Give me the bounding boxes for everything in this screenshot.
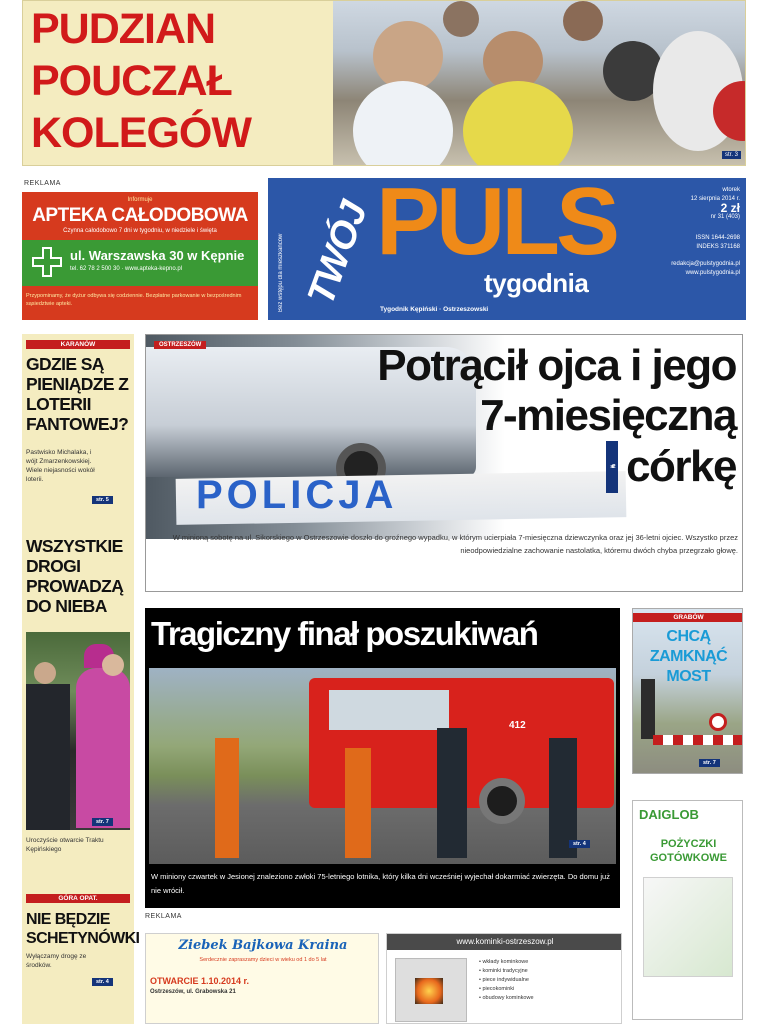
masthead-contact-1: ISSN 1644-2698: [695, 235, 740, 241]
ad-kominki-item-1: • wkłady kominkowe: [479, 959, 529, 965]
left-story-3-headline[interactable]: NIE BĘDZIE SCHETYNÓWKI: [26, 911, 140, 947]
masthead-date-day: wtorek: [722, 187, 740, 193]
pharmacy-ad[interactable]: [22, 192, 258, 320]
ad-bajka-opening: OTWARCIE 1.10.2014 r.: [150, 976, 250, 986]
firefighter-2: [345, 748, 371, 858]
fire-truck-number: 412: [509, 720, 526, 731]
ad-bajka-address: Ostrzeszów, ul. Grabowska 21: [150, 989, 236, 995]
left-story-2-caption: Uroczyście otwarcie Traktu Kępińskiego: [26, 837, 104, 853]
ad-kominki-item-3: • piece indywidualne: [479, 977, 529, 983]
ad-kominki-item-4: • piecokominki: [479, 986, 515, 992]
ad-kominki-item-5: • obudowy kominkowe: [479, 995, 534, 1001]
left-story-2-headline[interactable]: WSZYSTKIE DROGI PROWADZĄ DO NIEBA: [26, 536, 124, 616]
ad-kominki[interactable]: [386, 933, 622, 1024]
top-banner[interactable]: [22, 0, 746, 166]
ad-label-top: REKLAMA: [24, 180, 61, 187]
fire-page-tag[interactable]: str. 4: [569, 840, 590, 848]
accident-headline: [296, 341, 736, 493]
masthead-brand: PULS: [376, 178, 617, 275]
road-sign-icon: [709, 713, 727, 731]
accident-section-label: OSTRZESZÓW: [154, 341, 206, 349]
pharmacy-ad-address: ul. Warszawska 30 w Kępnie: [70, 248, 245, 263]
left-story-3-page-tag[interactable]: str. 4: [92, 978, 113, 986]
masthead[interactable]: [268, 178, 746, 320]
traffic-light-image: [641, 679, 655, 739]
pharmacy-ad-small: Informuje: [127, 197, 153, 203]
bridge-story[interactable]: [632, 608, 743, 774]
accident-headline-line-3: córkę: [626, 442, 736, 491]
bridge-section-label: GRABÓW: [633, 613, 743, 622]
left-section-label-3: GÓRA OPAT.: [26, 894, 130, 903]
fire-truck-wheel: [479, 778, 525, 824]
ad-bajka-title: Ziebek Bajkowa Kraina: [178, 938, 348, 953]
ad-kominki-url[interactable]: www.kominki-ostrzeszow.pl: [387, 934, 622, 950]
banner-headline-line-3: KOLEGÓW: [31, 109, 251, 157]
masthead-contact-4[interactable]: www.pulstygodnia.pl: [685, 270, 740, 276]
fire-photo: [149, 668, 616, 864]
pharmacy-ad-subtitle: Czynna całodobowo 7 dni w tygodniu, w niedziele i święta: [63, 228, 217, 234]
accident-page-tag[interactable]: str. 2: [606, 441, 618, 493]
firefighter-3: [437, 728, 467, 858]
masthead-brand-sub: tygodnia: [484, 268, 589, 298]
ad-kominki-list: [479, 958, 619, 1003]
masthead-contact-3[interactable]: redakcja@pulstygodnia.pl: [671, 261, 740, 267]
masthead-date: 12 sierpnia 2014 r.: [690, 196, 740, 202]
fire-lede: W miniony czwartek w Jesionej znaleziono zwłoki 75-letniego lotnika, który kilka dni wcześniej wyjechał dokarmiać zwierzęta. Do domu już nie wrócił.: [151, 872, 610, 895]
masthead-info: [636, 186, 740, 278]
left-story-2-page-tag[interactable]: str. 7: [92, 818, 113, 826]
daiglob-ad[interactable]: [632, 800, 743, 1020]
road-barrier-image: [653, 735, 743, 745]
masthead-vertical-text: Bez wstępu dla mieszkańców: [278, 233, 284, 312]
firefighter-1: [215, 738, 239, 858]
pharmacy-ad-contact: tel. 62 78 2 500 30 · www.apteka-kepno.pl: [70, 266, 183, 272]
pharmacy-ad-footer: Przypominamy, że dyżur odbywa się codziennie. Bezpłatne parkowanie w bezpośrednim sąsiedztwie apteki.: [26, 293, 242, 307]
police-tape-text: POLICJA: [196, 473, 398, 517]
masthead-prefix: TWÓJ: [300, 196, 376, 311]
masthead-tagline: Tygodnik Kępiński · Ostrzeszowski: [380, 306, 489, 313]
daiglob-title: POŻYCZKI GOTÓWKOWE: [650, 838, 727, 864]
masthead-prefix-box: [294, 178, 374, 320]
ad-kominki-item-2: • kominki tradycyjne: [479, 968, 528, 974]
accident-lede: W minioną sobotę na ul. Sikorskiego w Ostrzeszowie doszło do groźnego wypadku, w którym ucierpiała 7-miesięczna dziewczynka oraz jej 36-letni ojciec. Wszystko przez nieodpowiedzialne zachowanie nastolatka, któremu dwóch chyba przegrzało głowę.: [172, 533, 738, 555]
accident-headline-line-1: Potrącił ojca i jego: [377, 341, 736, 390]
masthead-price: 2 zł: [720, 201, 740, 215]
masthead-contact-2: INDEKS 371168: [696, 244, 740, 250]
ad-label-bottom: REKLAMA: [145, 913, 182, 920]
fireplace-flame-icon: [415, 978, 443, 1004]
banner-headline-line-2: POUCZAŁ: [31, 57, 232, 105]
fire-story[interactable]: [145, 608, 620, 908]
left-story-1-headline[interactable]: GDZIE SĄ PIENIĄDZE Z LOTERII FANTOWEJ?: [26, 354, 129, 434]
banner-headline-line-1: PUDZIAN: [31, 5, 216, 53]
fire-truck-window: [329, 690, 449, 730]
left-story-1-text: Pastwisko Michalaka, i wójt Zmarzenkowskiej. Wiele niejasności wokół loterii.: [26, 449, 95, 483]
pharmacy-ad-title: APTEKA CAŁODOBOWA: [32, 205, 248, 226]
accident-story[interactable]: [145, 334, 743, 592]
fire-headline: Tragiczny finał poszukiwań: [151, 615, 538, 652]
left-story-1-page-tag[interactable]: str. 5: [92, 496, 113, 504]
accident-headline-line-2: 7-miesięczną: [480, 391, 736, 440]
bridge-headline: CHCĄ ZAMKNĄĆ MOST: [649, 628, 728, 685]
left-story-3-text: Wyłączamy drogę ze środków.: [26, 953, 87, 969]
banner-headline: [31, 3, 331, 159]
daiglob-logo: DAIGLOB: [639, 807, 699, 822]
daiglob-image: [643, 877, 733, 977]
left-section-label-1: KARANÓW: [26, 340, 130, 349]
masthead-issue: nr 31 (403): [710, 214, 740, 220]
left-story-2-photo: [26, 632, 130, 830]
bridge-page-tag[interactable]: str. 7: [699, 759, 720, 767]
ad-bajkowa-kraina[interactable]: [145, 933, 379, 1024]
banner-page-tag[interactable]: str. 3: [722, 151, 741, 159]
banner-photo-strongmen: [333, 1, 746, 166]
pharmacy-cross-icon: [30, 245, 64, 279]
ad-bajka-text: Serdecznie zapraszamy dzieci w wieku od 1 do 5 lat: [199, 957, 327, 963]
